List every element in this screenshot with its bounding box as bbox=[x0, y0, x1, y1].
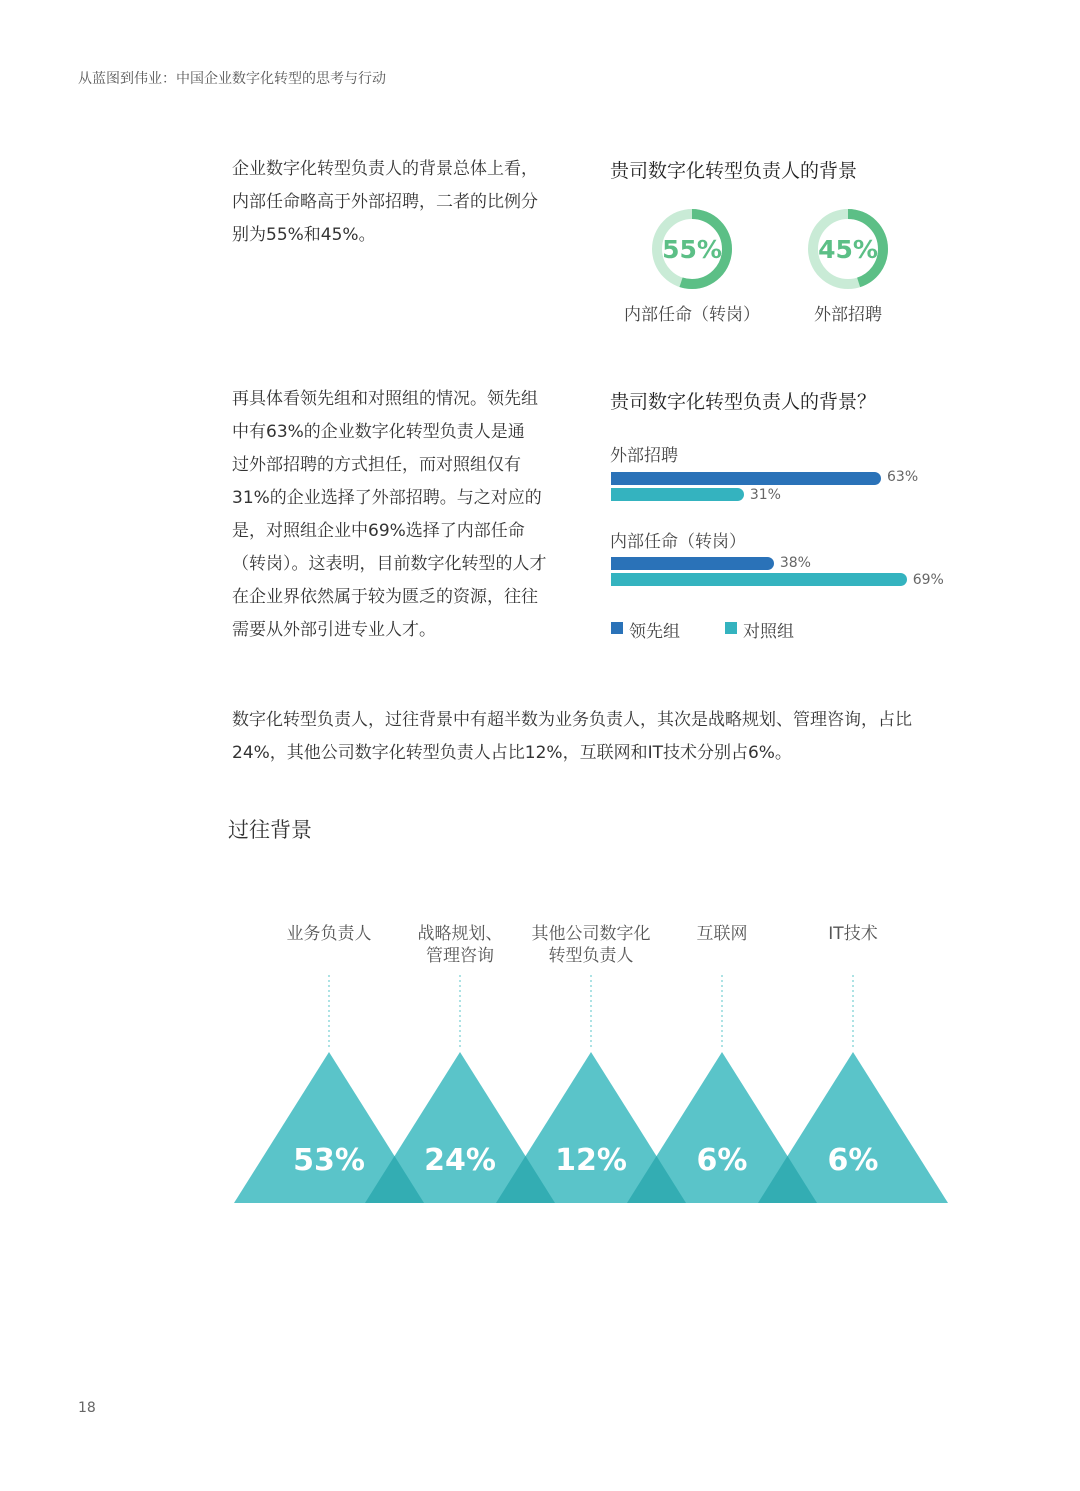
running-header: 从蓝图到伟业：中国企业数字化转型的思考与行动 bbox=[78, 71, 386, 87]
bar-value-leading-internal: 38% bbox=[779, 555, 811, 571]
bar-chart-title: 贵司数字化转型负责人的背景？ bbox=[610, 391, 877, 413]
label-line: 转型负责人 bbox=[548, 946, 634, 966]
comparison-line-2: 中有63%的企业数字化转型负责人是通 bbox=[232, 422, 525, 442]
past-background-title: 过往背景 bbox=[228, 818, 312, 842]
triangles bbox=[234, 1052, 948, 1203]
legend-label-control: 对照组 bbox=[743, 622, 794, 642]
bar-value-control-external: 31% bbox=[749, 487, 781, 503]
bar-leading-internal bbox=[611, 557, 774, 570]
legend-label-leading: 领先组 bbox=[629, 622, 680, 642]
triangle-label-strategy bbox=[390, 923, 530, 967]
label-line: 互联网 bbox=[696, 924, 748, 944]
ring-chart-external bbox=[806, 207, 890, 291]
page-number: 18 bbox=[78, 1400, 96, 1416]
ring-value: 45% bbox=[818, 235, 878, 264]
bar-category-external: 外部招聘 bbox=[610, 446, 678, 466]
connector-lines bbox=[329, 975, 853, 1050]
comparison-paragraph bbox=[232, 383, 572, 647]
background-line-1: 数字化转型负责人，过往背景中有超半数为业务负责人，其次是战略规划、管理咨询，占比 bbox=[232, 710, 912, 730]
triangle-label-internet bbox=[652, 923, 792, 945]
bar-chart-legend bbox=[611, 617, 871, 642]
bar-value-control-internal: 69% bbox=[912, 572, 944, 588]
value-internet: 6% bbox=[696, 1143, 748, 1178]
intro-line-2: 内部任命略高于外部招聘，二者的比例分 bbox=[232, 192, 538, 212]
triangle-label-it bbox=[783, 923, 923, 945]
ring-label-internal: 内部任命（转岗） bbox=[624, 305, 760, 325]
comparison-line-4: 31%的企业选择了外部招聘。与之对应的 bbox=[232, 488, 542, 508]
legend-swatch-control bbox=[725, 622, 737, 634]
value-other-company: 12% bbox=[555, 1143, 627, 1178]
ring-internal-graphic bbox=[650, 207, 734, 291]
comparison-line-6: （转岗）。这表明，目前数字化转型的人才 bbox=[232, 554, 547, 574]
bar-control-internal bbox=[611, 573, 907, 586]
label-line: 其他公司数字化 bbox=[531, 924, 651, 944]
ring-value: 55% bbox=[662, 235, 722, 264]
comparison-line-5: 是，对照组企业中69%选择了内部任命 bbox=[232, 521, 525, 541]
legend-swatch-leading bbox=[611, 622, 623, 634]
intro-paragraph bbox=[232, 153, 572, 252]
label-line: 业务负责人 bbox=[286, 924, 372, 944]
comparison-line-1: 再具体看领先组和对照组的情况。领先组 bbox=[232, 389, 538, 409]
intro-line-1: 企业数字化转型负责人的背景总体上看， bbox=[232, 159, 538, 179]
background-line-2: 24%，其他公司数字化转型负责人占比12%，互联网和IT技术分别占6%。 bbox=[232, 743, 792, 763]
value-it: 6% bbox=[827, 1143, 879, 1178]
bar-leading-external bbox=[611, 472, 881, 485]
intro-line-3: 别为55%和45%。 bbox=[232, 225, 376, 245]
ring-label-external: 外部招聘 bbox=[814, 305, 882, 325]
triangle-label-other-company bbox=[516, 923, 666, 967]
comparison-line-7: 在企业界依然属于较为匮乏的资源，往往 bbox=[232, 587, 538, 607]
bar-category-internal: 内部任命（转岗） bbox=[610, 532, 746, 552]
label-line: IT技术 bbox=[828, 924, 878, 944]
label-line: 战略规划、 bbox=[417, 924, 503, 944]
comparison-line-8: 需要从外部引进专业人才。 bbox=[232, 620, 436, 640]
ring-chart-title: 贵司数字化转型负责人的背景 bbox=[610, 160, 858, 182]
ring-external-graphic bbox=[806, 207, 890, 291]
label-line: 管理咨询 bbox=[426, 946, 494, 966]
value-strategy: 24% bbox=[424, 1143, 496, 1178]
background-paragraph bbox=[232, 704, 972, 770]
value-business: 53% bbox=[293, 1143, 365, 1178]
ring-chart-internal bbox=[650, 207, 734, 291]
bar-value-leading-external: 63% bbox=[887, 469, 919, 485]
comparison-line-3: 过外部招聘的方式担任，而对照组仅有 bbox=[232, 455, 521, 475]
triangle-diagram bbox=[220, 965, 960, 1215]
bar-control-external bbox=[611, 488, 744, 501]
triangle-label-business bbox=[259, 923, 399, 945]
